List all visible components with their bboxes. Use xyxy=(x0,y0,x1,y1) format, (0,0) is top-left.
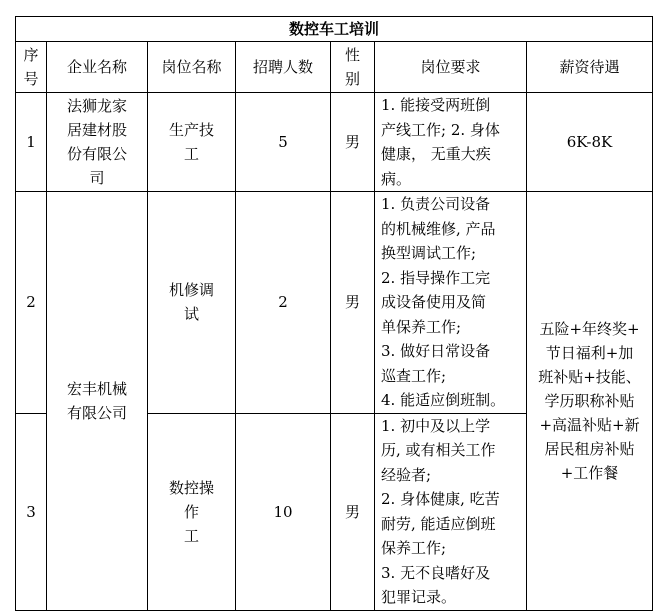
requirement-line: 历, 或有相关工作 xyxy=(381,441,496,459)
cell-company-line: 法狮龙家 xyxy=(66,97,127,115)
requirement-line: 经验者; xyxy=(381,465,432,484)
requirement-line: 2. 身体健康, 吃苦 xyxy=(381,490,500,508)
header-company: 企业名称 xyxy=(47,42,148,93)
cell-position xyxy=(148,93,236,192)
cell-salary-line: 居民租房补贴 xyxy=(544,439,635,458)
cell-company-line: 份有限公 xyxy=(66,145,127,163)
cell-count: 10 xyxy=(236,413,331,610)
header-row xyxy=(16,42,653,93)
table-row xyxy=(16,192,653,414)
requirement-line: 产线工作; 2. 身体 xyxy=(381,120,500,139)
requirement-line: 4. 能适应倒班制。 xyxy=(381,391,506,409)
cell-count: 5 xyxy=(236,93,331,192)
requirement-line: 保养工作; xyxy=(381,539,447,557)
cell-position-line: 生产技工 xyxy=(168,121,214,163)
header-requirements: 岗位要求 xyxy=(375,42,527,93)
cell-company-line: 有限公司 xyxy=(66,403,127,422)
table-title: 数控车工培训 xyxy=(16,17,653,42)
header-position: 岗位名称 xyxy=(148,42,236,93)
cell-company-line: 宏丰机械 xyxy=(66,379,127,398)
cell-salary-line: 节日福利+加 xyxy=(545,343,634,362)
requirement-line: 2. 指导操作工完 xyxy=(381,268,491,287)
header-salary: 薪资待遇 xyxy=(527,42,653,93)
cell-salary-line: 五险+年终奖+ xyxy=(539,319,640,338)
requirement-line: 耐劳, 能适应倒班 xyxy=(381,514,496,533)
cell-gender: 男 xyxy=(331,192,375,414)
requirement-line: 巡查工作; xyxy=(381,366,447,385)
cell-position xyxy=(148,192,236,414)
requirement-line: 1. 初中及以上学 xyxy=(381,416,491,435)
cell-count: 2 xyxy=(236,192,331,414)
header-seq xyxy=(16,42,47,93)
cell-salary-line: +高温补贴+新 xyxy=(539,415,640,434)
requirement-line: 1. 能接受两班倒 xyxy=(381,96,491,114)
requirement-line: 单保养工作; xyxy=(381,317,462,336)
cell-salary-line: 班补贴+技能、 xyxy=(538,367,641,386)
cell-seq: 2 xyxy=(16,192,47,414)
cell-position-line: 工 xyxy=(183,526,199,545)
header-seq-line: 序 xyxy=(23,46,39,64)
cell-position xyxy=(148,413,236,610)
cell-company-line: 司 xyxy=(89,169,105,187)
cell-salary-line: 学历职称补贴 xyxy=(544,391,635,410)
requirement-line: 的机械维修, 产品 xyxy=(381,219,496,238)
cell-seq: 3 xyxy=(16,413,47,610)
cell-requirements xyxy=(375,93,527,192)
cell-gender: 男 xyxy=(331,413,375,610)
header-gender-line: 性 xyxy=(344,46,360,64)
requirement-line: 犯罪记录。 xyxy=(381,588,457,606)
cell-seq: 1 xyxy=(16,93,47,192)
cell-company-merged xyxy=(47,192,148,611)
header-gender xyxy=(331,42,375,93)
recruitment-table xyxy=(15,16,653,611)
header-count: 招聘人数 xyxy=(236,42,331,93)
requirement-line: 3. 做好日常设备 xyxy=(381,342,491,360)
header-gender-line: 别 xyxy=(344,70,360,88)
title-row xyxy=(16,17,653,42)
cell-salary-line: +工作餐 xyxy=(560,463,619,482)
header-seq-line: 号 xyxy=(23,70,39,88)
cell-company-line: 居建材股 xyxy=(66,121,127,139)
table-row xyxy=(16,93,653,192)
cell-position-line: 数控操作 xyxy=(168,478,214,521)
cell-salary-merged xyxy=(527,192,653,611)
cell-position-line: 机修调试 xyxy=(168,281,214,324)
requirement-line: 成设备使用及简 xyxy=(381,293,487,311)
cell-salary xyxy=(527,93,653,192)
requirement-line: 3. 无不良嗜好及 xyxy=(381,563,491,582)
requirement-line: 健康， 无重大疾 xyxy=(381,145,491,163)
cell-gender: 男 xyxy=(331,93,375,192)
cell-requirements xyxy=(375,413,527,610)
cell-requirements xyxy=(375,192,527,414)
requirement-line: 换型调试工作; xyxy=(381,244,477,262)
requirement-line: 1. 负责公司设备 xyxy=(381,195,491,213)
requirement-line: 病。 xyxy=(381,169,412,188)
cell-salary-line: 6K-8K xyxy=(566,133,613,151)
cell-company xyxy=(47,93,148,192)
